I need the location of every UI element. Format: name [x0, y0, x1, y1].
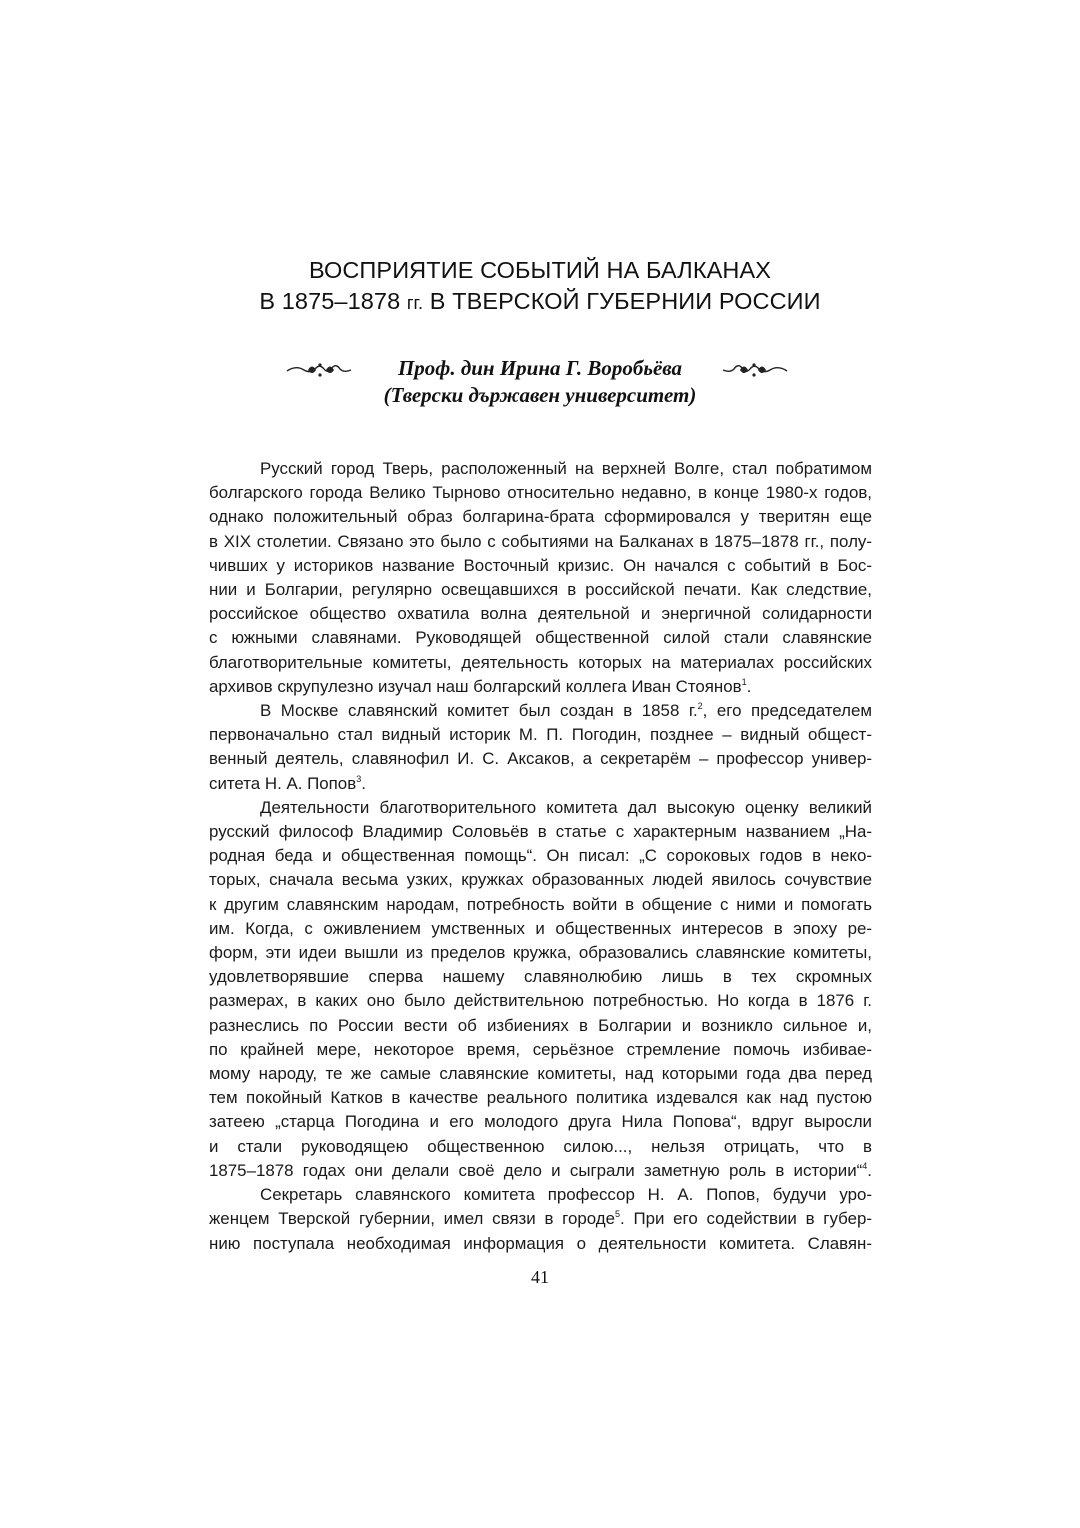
text-line: по крайней мере, некоторое время, серьёзное стремление помочь избивае-	[209, 1039, 872, 1059]
title-line-2-end: В ТВЕРСКОЙ ГУБЕРНИИ РОССИИ	[423, 288, 821, 314]
text-line-tail: , его председателем	[702, 701, 872, 721]
text-line: Деятельности благотворительного комитета дал высокую оценку великий	[260, 797, 872, 817]
text-line	[209, 1207, 872, 1231]
paragraph-1	[209, 457, 872, 699]
title-line-2-years-abbr: гг.	[406, 293, 424, 313]
sentence-end: .	[361, 773, 366, 793]
text-line: венный деятель, славянофил И. С. Аксаков, а секретарём – профессор универ-	[209, 749, 872, 769]
text-line	[209, 1159, 872, 1183]
text-line: родная беда и общественная помощь“. Он писал: „С сороковых годов в неко-	[209, 846, 872, 866]
title-line-1: ВОСПРИЯТИЕ СОБЫТИЙ НА БАЛКАНАХ	[308, 257, 772, 283]
footnote-ref: 1	[741, 676, 747, 687]
text-line-content: В Москве славянский комитет был создан в 1858 г.	[260, 701, 698, 721]
footnote-ref: 5	[615, 1209, 621, 1220]
text-line: чивших у историков название Восточный кризис. Он начался с событий в Бос-	[209, 555, 872, 575]
article-body	[209, 457, 872, 1256]
sentence-end: .	[746, 676, 752, 696]
text-line: им. Когда, с оживлением умственных и общественных интересов в эпоху ре-	[209, 918, 872, 938]
sentence-end: .	[867, 1160, 872, 1180]
text-line	[209, 772, 872, 796]
text-line: Секретарь славянского комитета профессор Н. А. Попов, будучи уро-	[260, 1185, 872, 1205]
title-line-2-start: В 1875–1878	[259, 288, 407, 314]
text-line: однако положительный образ болгарина-брата сформировался у тверитян еще	[209, 507, 872, 527]
text-line: разнеслись по России вести об избиениях в Болгарии и возникло сильное и,	[209, 1015, 872, 1035]
title-line-2	[0, 286, 1080, 319]
text-line: нию поступала необходимая информация о деятельности комитета. Славян-	[209, 1233, 872, 1253]
text-line-content: женцем Тверской губернии, имел связи в городе	[209, 1209, 616, 1229]
text-line: мому народу, те же самые славянские комитеты, над которыми года два перед	[209, 1064, 872, 1084]
article-title	[0, 255, 1080, 319]
author-block	[0, 355, 1080, 409]
paragraph-4	[209, 1183, 872, 1256]
text-line: российское общество охватила волна деятельной и энергичной солидарности	[209, 604, 872, 624]
text-line: Русский город Тверь, расположенный на верхней Волге, стал побратимом	[260, 459, 872, 478]
paragraph-3	[209, 796, 872, 1183]
text-line-content: ситета Н. А. Попов	[209, 773, 357, 793]
text-line: к другим славянским народам, потребность войти в общение с ними и помогать	[209, 894, 872, 914]
text-line-content: архивов скрупулезно изучал наш болгарский коллега Иван Стоянов	[209, 676, 742, 696]
text-line	[209, 675, 872, 699]
text-line: затеею „старца Погодина и его молодого друга Нила Попова“, вдруг выросли	[209, 1112, 872, 1132]
text-line	[209, 699, 872, 723]
author-name: Проф. дин Ирина Г. Воробьёва	[397, 356, 683, 380]
text-line: удовлетворявшие сперва нашему славянолюбию лишь в тех скромных	[209, 967, 872, 987]
page-number: 41	[531, 1267, 549, 1287]
text-line: с южными славянами. Руководящей общественной силой стали славянские	[209, 628, 872, 648]
text-line: торых, сначала весьма узких, кружках образованных людей явилось сочувствие	[209, 870, 872, 890]
text-line-content: 1875–1878 годах они делали своё дело и сыграли заметную роль в истории“	[209, 1160, 863, 1180]
footnote-ref: 3	[356, 773, 362, 784]
text-line: благотворительные комитеты, деятельность которых на материалах российских	[209, 652, 872, 672]
text-line: нии и Болгарии, регулярно освещавшихся в российской печати. Как следствие,	[209, 580, 872, 600]
text-line: первоначально стал видный историк М. П. Погодин, позднее – видный общест-	[209, 725, 872, 745]
text-line-tail: . При его содействии в губер-	[620, 1209, 872, 1229]
author-affiliation: (Тверски държавен университет)	[383, 383, 697, 407]
text-line: тем покойный Катков в качестве реального политика издевался как над пустою	[209, 1088, 872, 1108]
text-line: русский философ Владимир Соловьёв в статье с характерным названием „На-	[209, 822, 872, 842]
footnote-ref: 2	[697, 701, 703, 712]
text-line: в XIX столетии. Связано это было с событиями на Балканах в 1875–1878 гг., полу-	[209, 531, 872, 551]
paragraph-2	[209, 699, 872, 796]
text-line: размерах, в каких оно было действительною потребностью. Но когда в 1876 г.	[209, 991, 872, 1011]
text-line: форм, эти идеи вышли из пределов кружка, образовались славянские комитеты,	[209, 943, 872, 963]
text-line: болгарского города Велико Тырново относительно недавно, в конце 1980-х годов,	[209, 483, 872, 503]
text-line: и стали руководящею общественною силою..., нельзя отрицать, что в	[209, 1136, 872, 1156]
footnote-ref: 4	[862, 1160, 868, 1171]
